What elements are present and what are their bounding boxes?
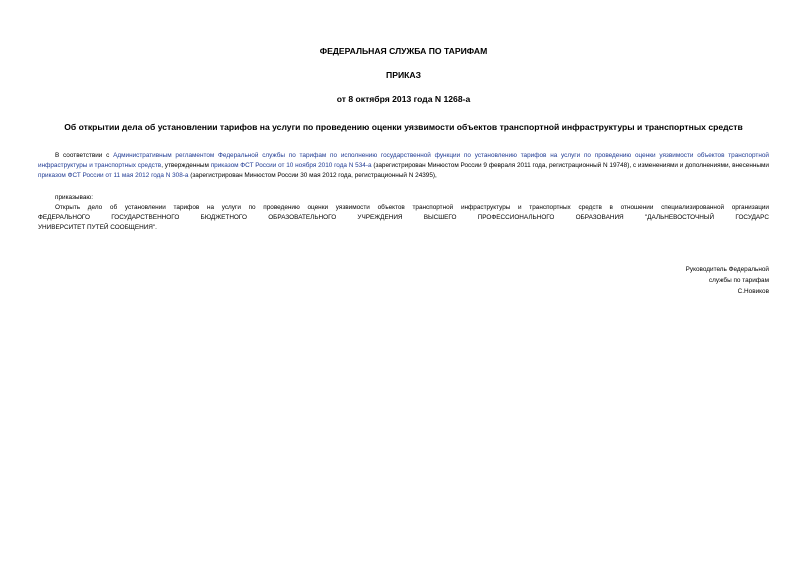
order-word [38, 193, 769, 203]
order-paragraph [38, 203, 769, 233]
signature-position-line-2: службы по тарифам [708, 277, 769, 284]
order-line-1-text: Открыть дело об установлении тарифов на услуги по проведению оценки уязвимости объектов транспортной инфраструктуры и транспортных средств в отношении специализированной организации [55, 204, 769, 211]
order-534a-link[interactable]: приказом ФСТ России от 10 ноября 2010 года N 534-а [210, 162, 372, 169]
document-title: Об открытии дела об установлении тарифов на услуги по проведению оценки уязвимости объектов транспортной инфраструктуры и транспортных средств [64, 122, 743, 132]
order-word-text: приказываю: [55, 194, 93, 201]
order-308a-link[interactable]: приказом ФСТ России от 11 мая 2012 года N 308-а [38, 172, 189, 179]
preamble-text-3: (зарегистрирован Минюстом России 9 февраля 2011 года, регистрационный N 19748), с изменениями и дополнениями, внесенными [371, 162, 769, 169]
preamble-text-4: (зарегистрирован Минюстом России 30 мая 2012 года, регистрационный N 24395), [188, 172, 437, 179]
signature-name: С.Новиков [737, 288, 769, 295]
preamble-text-2: , утвержденным [161, 162, 211, 169]
date-number-heading: от 8 октября 2013 года N 1268-а [336, 94, 471, 104]
regulation-link[interactable]: Административным регламентом Федеральной службы по тарифам по исполнению государственной функции по установлению тарифов на услуги по проведению оценки уязвимости объектов транспортной инфраструктуры и транспортных средств [38, 152, 769, 169]
order-line-2: ФЕДЕРАЛЬНОГО ГОСУДАРСТВЕННОГО БЮДЖЕТНОГО ОБРАЗОВАТЕЛЬНОГО УЧРЕЖДЕНИЯ ВЫСШЕГО ПРОФЕССИОНАЛЬНОГО ОБРАЗОВАНИЯ "ДАЛЬНЕВОСТОЧНЫЙ ГОСУДАРС [38, 214, 769, 221]
order-line-1 [38, 203, 769, 213]
signature-position-line-1: Руководитель Федеральной [685, 266, 769, 273]
preamble-text-1: В соответствии с [55, 152, 114, 159]
preamble-paragraph [38, 151, 769, 181]
order-line-3: УНИВЕРСИТЕТ ПУТЕЙ СООБЩЕНИЯ". [38, 224, 157, 231]
doc-type-heading: ПРИКАЗ [386, 70, 421, 80]
signature-block [686, 264, 769, 297]
agency-heading: ФЕДЕРАЛЬНАЯ СЛУЖБА ПО ТАРИФАМ [319, 46, 488, 56]
